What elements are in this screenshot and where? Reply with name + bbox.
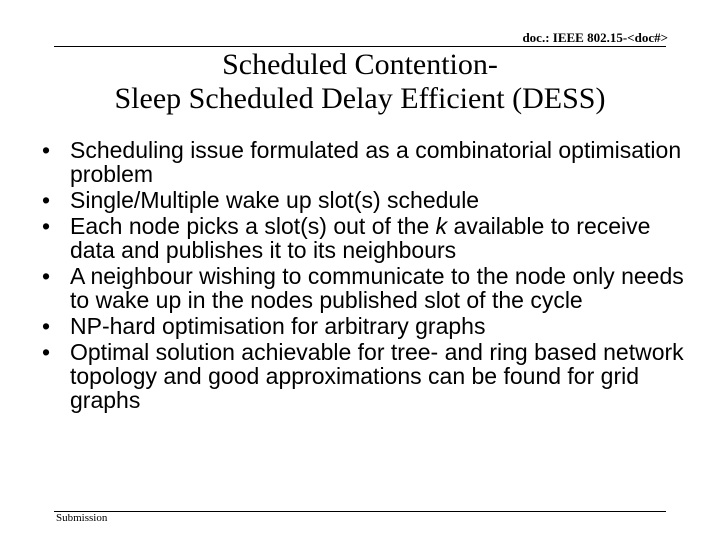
bullet-text-variable: k (435, 213, 448, 239)
bullet-icon: • (42, 313, 51, 339)
bullet-text: Single/Multiple wake up slot(s) schedule (70, 187, 480, 213)
bullet-item (42, 188, 692, 212)
bullet-item (42, 314, 692, 338)
bullet-icon: • (42, 263, 51, 289)
bullet-list (42, 138, 692, 414)
slide-title-line-1: Scheduled Contention- (222, 48, 498, 81)
bullet-icon: • (42, 137, 51, 163)
bullet-text: A neighbour wishing to communicate to the node only needs to wake up in the nodes published slot of the cycle (70, 263, 684, 313)
bullet-icon: • (42, 339, 51, 365)
bullet-text: Optimal solution achievable for tree- and ring based network topology and good approximations can be found for grid graphs (70, 339, 684, 413)
footer-divider (54, 511, 666, 512)
bullet-item (42, 214, 692, 262)
bullet-text-start: Each node picks a slot(s) out of the (70, 213, 436, 239)
footer-submission-label: Submission (56, 512, 108, 524)
bullet-item (42, 264, 692, 312)
bullet-item (42, 138, 692, 186)
bullet-text: Scheduling issue formulated as a combinatorial optimisation problem (70, 137, 682, 187)
bullet-text-end: available to receive data and publishes it to its neighbours (70, 213, 651, 263)
header-divider (54, 46, 666, 47)
slide-title-line-2: Sleep Scheduled Delay Efficient (DESS) (114, 82, 606, 115)
bullet-icon: • (42, 187, 51, 213)
bullet-text: NP-hard optimisation for arbitrary graphs (70, 313, 486, 339)
bullet-icon: • (42, 213, 51, 239)
bullet-item (42, 340, 692, 412)
document-id: doc.: IEEE 802.15-<doc#> (522, 30, 668, 45)
slide-title (0, 48, 720, 116)
